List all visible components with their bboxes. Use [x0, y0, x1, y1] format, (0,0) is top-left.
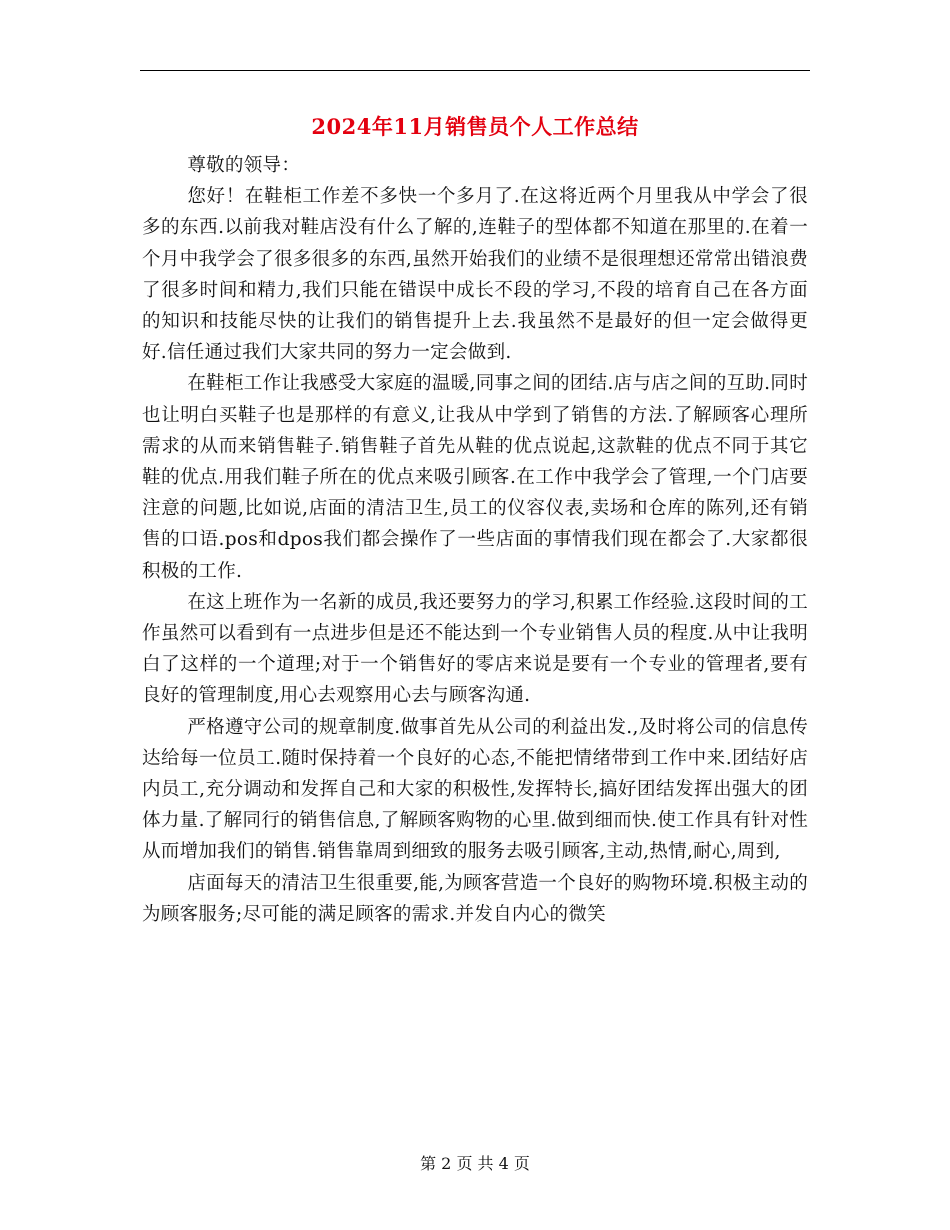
salutation-paragraph: 尊敬的领导： [187, 155, 301, 176]
header-rule [140, 70, 810, 71]
body-paragraph: 在鞋柜工作让我感受大家庭的温暖,同事之间的团结.店与店之间的互助.同时也让明白买鞋子也是那样的有意义,让我从中学到了销售的方法.了解顾客心理所需求的从而来销售鞋子.销售鞋子首先从鞋的优点说起,这款鞋的优点不同于其它鞋的优点.用我们鞋子所在的优点来吸引顾客.在工作中我学会了管理,一个门店要注意的问题,比如说,店面的清洁卫生,员工的仪容仪表,卖场和仓库的陈列,还有销售的口语.pos和dpos我们都会操作了一些店面的事情我们现在都会了.大家都很积极的工作. [142, 373, 808, 582]
page-number-footer: 第 2 页 共 4 页 [420, 1154, 530, 1173]
document-title: 2024年11月销售员个人工作总结 [311, 114, 639, 139]
body-paragraph: 严格遵守公司的规章制度.做事首先从公司的利益出发.,及时将公司的信息传达给每一位员工.随时保持着一个良好的心态,不能把情绪带到工作中来.团结好店内员工,充分调动和发挥自己和大家的积极性,发挥特长,搞好团结发挥出强大的团体力量.了解同行的销售信息,了解顾客购物的心里.做到细而快.使工作具有针对性从而增加我们的销售.销售靠周到细致的服务去吸引顾客,主动,热情,耐心,周到, [142, 716, 808, 863]
body-paragraph: 在这上班作为一名新的成员,我还要努力的学习,积累工作经验.这段时间的工作虽然可以看到有一点进步但是还不能达到一个专业销售人员的程度.从中让我明白了这样的一个道理;对于一个销售好的零店来说是要有一个专业的管理者,要有良好的管理制度,用心去观察用心去与顾客沟通. [142, 591, 808, 707]
document-body [142, 150, 808, 930]
body-paragraph: 店面每天的清洁卫生很重要,能,为顾客营造一个良好的购物环境.积极主动的为顾客服务;尽可能的满足顾客的需求.并发自内心的微笑 [142, 872, 808, 925]
body-paragraph: 您好！在鞋柜工作差不多快一个多月了.在这将近两个月里我从中学会了很多的东西.以前我对鞋店没有什么了解的,连鞋子的型体都不知道在那里的.在着一个月中我学会了很多很多的东西,虽然开始我们的业绩不是很理想还常常出错浪费了很多时间和精力,我们只能在错误中成长不段的学习,不段的培育自己在各方面的知识和技能尽快的让我们的销售提升上去.我虽然不是最好的但一定会做得更好.信任通过我们大家共同的努力一定会做到. [142, 186, 808, 364]
